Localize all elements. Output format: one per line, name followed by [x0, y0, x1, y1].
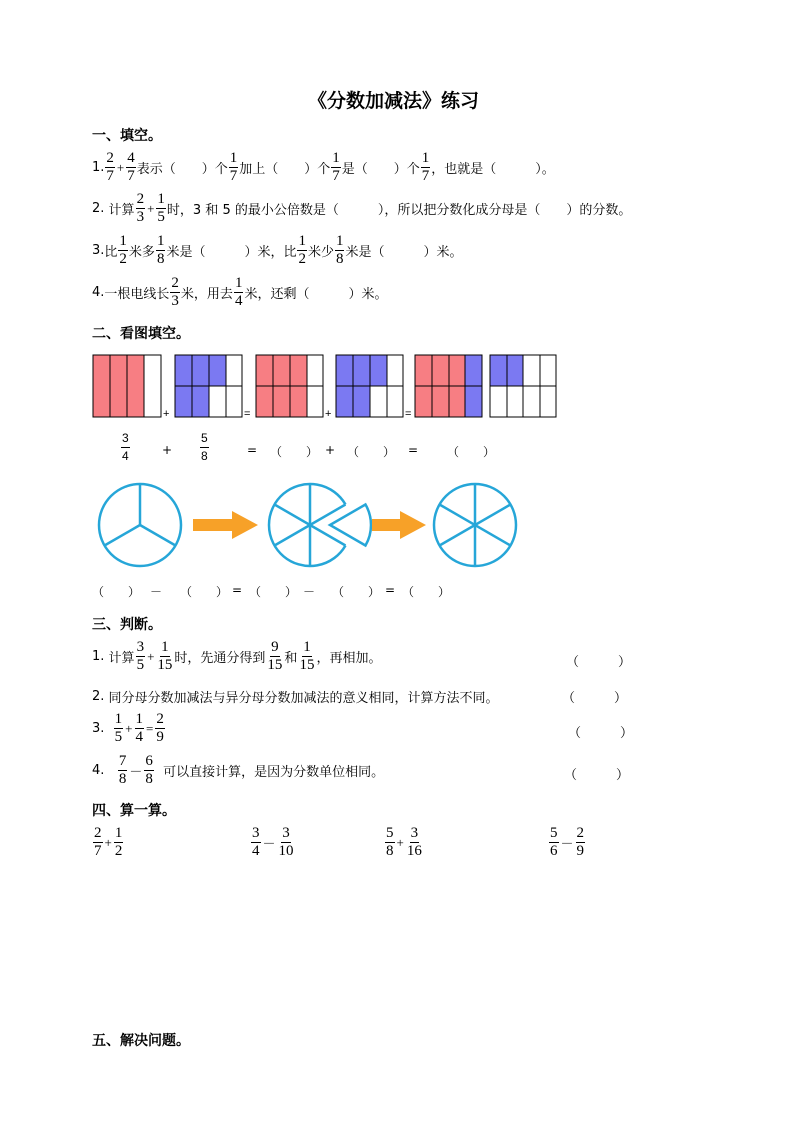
rect-three-quarters — [93, 355, 161, 417]
circle-sixths — [434, 484, 516, 566]
blank-8[interactable]: （ ） — [402, 585, 451, 599]
s2-row1-frac1: $\frac{3}{4}$ — [122, 431, 129, 463]
s3-question-2: 2. 同分母分数加减法与异分母分数加减法的意义相同，计算方法不同。 — [92, 689, 499, 706]
arrow-right-icon — [372, 511, 426, 539]
rect-result-red — [415, 355, 482, 417]
minus-sign: － — [303, 585, 316, 599]
fraction: $\frac{1}{7}$ — [421, 150, 430, 184]
s1-question-2: 2. 计算 $\frac{2}{3}$ + $\frac{1}{5}$ 时，3 和 5 的最小公倍数是（ ），所以把分数化成分母是（ ）的分数。 — [92, 191, 632, 225]
fraction: $\frac{4}{7}$ — [127, 150, 135, 184]
equals-sign: = — [405, 408, 412, 420]
blank-5[interactable]: （ ） — [180, 585, 229, 599]
s3-question-3: 3. $\frac{1}{5}$ + $\frac{1}{4}$ = $\frac{2}{9}$ — [92, 711, 164, 745]
answer-blank-3[interactable]: （ ） — [568, 726, 634, 741]
calc-item: $\frac{5}{6}$ － $\frac{2}{9}$ — [550, 825, 585, 859]
answer-blank-2[interactable]: （ ） — [562, 691, 628, 706]
page-title: 《分数加减法》练习 — [308, 90, 480, 112]
equals-sign: = — [232, 583, 243, 597]
fraction: $\frac{1}{2}$ — [119, 233, 127, 267]
s3-question-4: 4. $\frac{7}{8}$ － $\frac{6}{8}$ 可以直接计算，是因为分数单位相同。 — [92, 753, 385, 787]
blank-3[interactable]: （ ） — [447, 445, 496, 459]
fraction: $\frac{1}{5}$ — [157, 191, 165, 225]
fraction: $\frac{1}{8}$ — [156, 233, 165, 267]
calc-item: $\frac{3}{4}$ － $\frac{3}{10}$ — [252, 825, 294, 859]
circle-thirds — [99, 484, 181, 566]
section-4-heading: 四、算一算。 — [92, 803, 176, 819]
calc-item: $\frac{2}{7}$ + $\frac{1}{2}$ — [94, 825, 123, 859]
blank-6[interactable]: （ ） — [249, 585, 298, 599]
arrow-right-icon — [193, 511, 258, 539]
fraction: $\frac{2}{3}$ — [136, 191, 145, 225]
blank-2[interactable]: （ ） — [347, 445, 396, 459]
rect-six-eighths — [256, 355, 323, 417]
fraction: $\frac{1}{7}$ — [332, 150, 340, 184]
fraction: $\frac{2}{3}$ — [171, 275, 179, 309]
equals-sign: = — [244, 408, 251, 420]
plus-sign: + — [162, 443, 173, 457]
section-3-heading: 三、判断。 — [92, 617, 162, 633]
section-1-heading: 一、填空。 — [92, 128, 162, 144]
fraction: $\frac{2}{7}$ — [106, 150, 114, 184]
s1-question-3: 3. 比 $\frac{1}{2}$ 米多 $\frac{1}{8}$ 米是（ ）米，比 $\frac{1}{2}$ 米少 $\frac{1}{8}$ 米是（ ）米。 — [92, 233, 463, 267]
answer-blank-4[interactable]: （ ） — [564, 768, 630, 783]
equals-sign: = — [385, 583, 396, 597]
section-5-heading: 五、解决问题。 — [92, 1033, 190, 1049]
fraction: $\frac{1}{4}$ — [234, 275, 243, 309]
equals-sign: = — [247, 443, 258, 457]
plus-sign: + — [325, 443, 336, 457]
plus-sign: + — [163, 408, 170, 420]
blank-4[interactable]: （ ） — [92, 585, 141, 599]
circle-sixths-piece-removed — [269, 484, 371, 566]
blank-7[interactable]: （ ） — [332, 585, 381, 599]
equals-sign: = — [408, 443, 419, 457]
s3-question-1: 1. 计算 $\frac{3}{5}$ + $\frac{1}{15}$ 时，先通分得到 $\frac{9}{15}$ 和 $\frac{1}{15}$ ，再相加。 — [92, 639, 382, 673]
rect-five-eighths-2 — [336, 355, 403, 417]
s1-question-1: 1. $\frac{2}{7}$ + $\frac{4}{7}$ 表示（ ）个 $\frac{1}{7}$ 加上（ ）个 $\frac{1}{7}$ 是（ ）个 $\frac{1}{7}$ ，也就是（ ）。 — [92, 150, 555, 184]
fraction: $\frac{1}{2}$ — [298, 233, 306, 267]
fraction: $\frac{1}{8}$ — [335, 233, 344, 267]
minus-sign: － — [150, 585, 163, 599]
calc-item: $\frac{5}{8}$ + $\frac{3}{16}$ — [386, 825, 422, 859]
rect-result-remainder — [490, 355, 556, 417]
s2-row1-frac2: $\frac{5}{8}$ — [201, 431, 208, 463]
blank-1[interactable]: （ ） — [270, 445, 319, 459]
plus-sign: + — [325, 408, 332, 420]
fraction: $\frac{1}{7}$ — [229, 150, 238, 184]
section-2-heading: 二、看图填空。 — [92, 326, 190, 342]
answer-blank-1[interactable]: （ ） — [566, 655, 632, 670]
s1-question-4: 4. 一根电线长 $\frac{2}{3}$ 米，用去 $\frac{1}{4}$ 米，还剩（ ）米。 — [92, 275, 388, 309]
rect-five-eighths — [175, 355, 242, 417]
